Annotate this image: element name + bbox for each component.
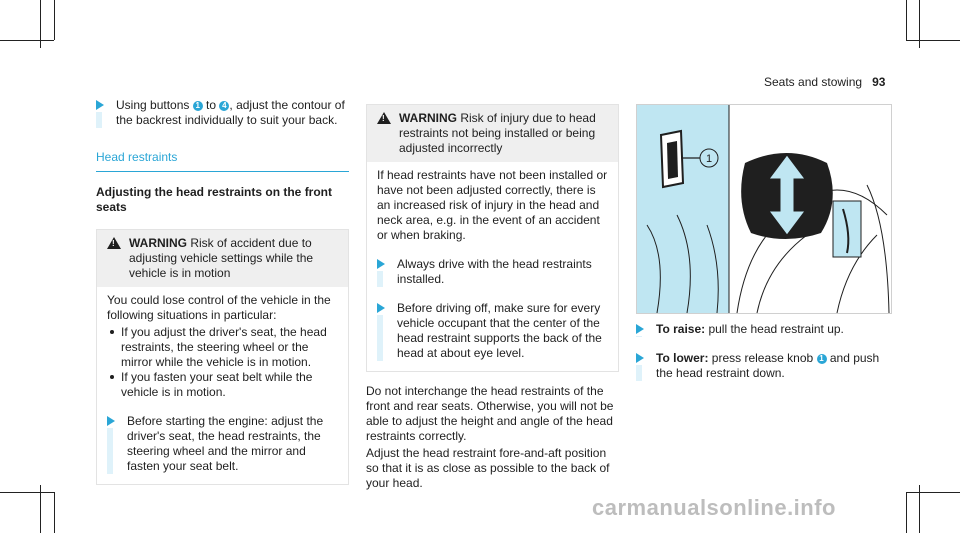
warning-heading: Risk of injury due to head restraints not being installed or being adjusted incorrectly [399,111,596,155]
crop-mark [906,492,960,493]
warning-box-injury [366,104,619,372]
head-restraint-illustration [637,105,891,313]
arrow-icon [636,324,644,334]
step-lower: To lower: press release knob 1 and push the head restraint down. [636,351,890,381]
crop-mark [54,0,55,40]
step-bar [636,365,642,381]
crop-mark [906,492,907,533]
column-2 [366,104,619,491]
arrow-icon [636,353,644,363]
arrow-icon [96,100,104,110]
step-raise: To raise: pull the head restraint up. [636,322,890,337]
page-number: 93 [872,75,886,89]
paragraph: Do not interchange the head restraints of the front and rear seats. Otherwise, you will not be able to adjust the height and angle of the head restraints correctly. [366,384,614,443]
warning-text: You could lose control of the vehicle in the following situations in particular: [107,293,331,322]
head-restraint-figure [636,104,892,314]
warning-step: Before driving off, make sure for every vehicle occupant that the center of the head restraint supports the back of the head at about eye level. [377,301,608,361]
step-bar [636,336,642,337]
warning-box-accident [96,229,349,485]
warning-body [367,162,618,371]
warning-text: If head restraints have not been installed or have not been adjusted correctly, there is an increased risk of injury in the head and neck area, e.g. in the event of an accident or when braking. [377,168,608,242]
figure-callout-1: 1 [705,153,713,165]
warning-label: WARNING [129,236,187,250]
arrow-icon [377,259,385,269]
column-3 [636,322,890,381]
crop-mark [0,40,54,41]
step-bar [377,315,383,361]
crop-mark [0,492,54,493]
warning-body [97,287,348,484]
arrow-icon [107,416,115,426]
warning-label: WARNING [399,111,457,125]
callout-1: 1 [817,354,827,364]
step-bar [377,271,383,287]
callout-1: 1 [193,101,203,111]
warning-header: ! WARNING Risk of injury due to head restraints not being installed or being adjusted incorrectly [367,105,618,162]
section-title: Head restraints [96,150,349,172]
crop-mark [906,0,907,40]
step-bar [96,112,102,128]
crop-mark [54,492,55,533]
running-header [764,75,885,90]
warning-step: Before starting the engine: adjust the driver's seat, the head restraints, the steering wheel and the mirror and fasten your seat belt. [107,414,338,474]
arrow-icon [377,303,385,313]
bullet-item: If you fasten your seat belt while the vehicle is in motion. [107,370,338,400]
warning-header: ! WARNING Risk of accident due to adjusting vehicle settings while the vehicle is in motion [97,230,348,287]
crop-mark [906,40,960,41]
callout-4: 4 [219,101,229,111]
bullet-item: If you adjust the driver's seat, the head restraints, the steering wheel or the mirror while the vehicle is in motion. [107,325,338,370]
header-section: Seats and stowing [764,75,863,89]
step-adjust-contour: Using buttons 1 to 4 , adjust the contour of the backrest individually to suit your back. [96,98,349,128]
watermark: carmanualsonline.info [592,495,836,520]
warning-step: Always drive with the head restraints installed. [377,257,608,287]
subsection-title: Adjusting the head restraints on the front seats [96,185,333,214]
paragraph: Adjust the head restraint fore-and-aft position so that it is as close as possible to the back of your head. [366,446,610,490]
step-bar [107,428,113,474]
warning-heading: Risk of accident due to adjusting vehicle settings while the vehicle is in motion [129,236,314,280]
column-1 [96,98,349,485]
